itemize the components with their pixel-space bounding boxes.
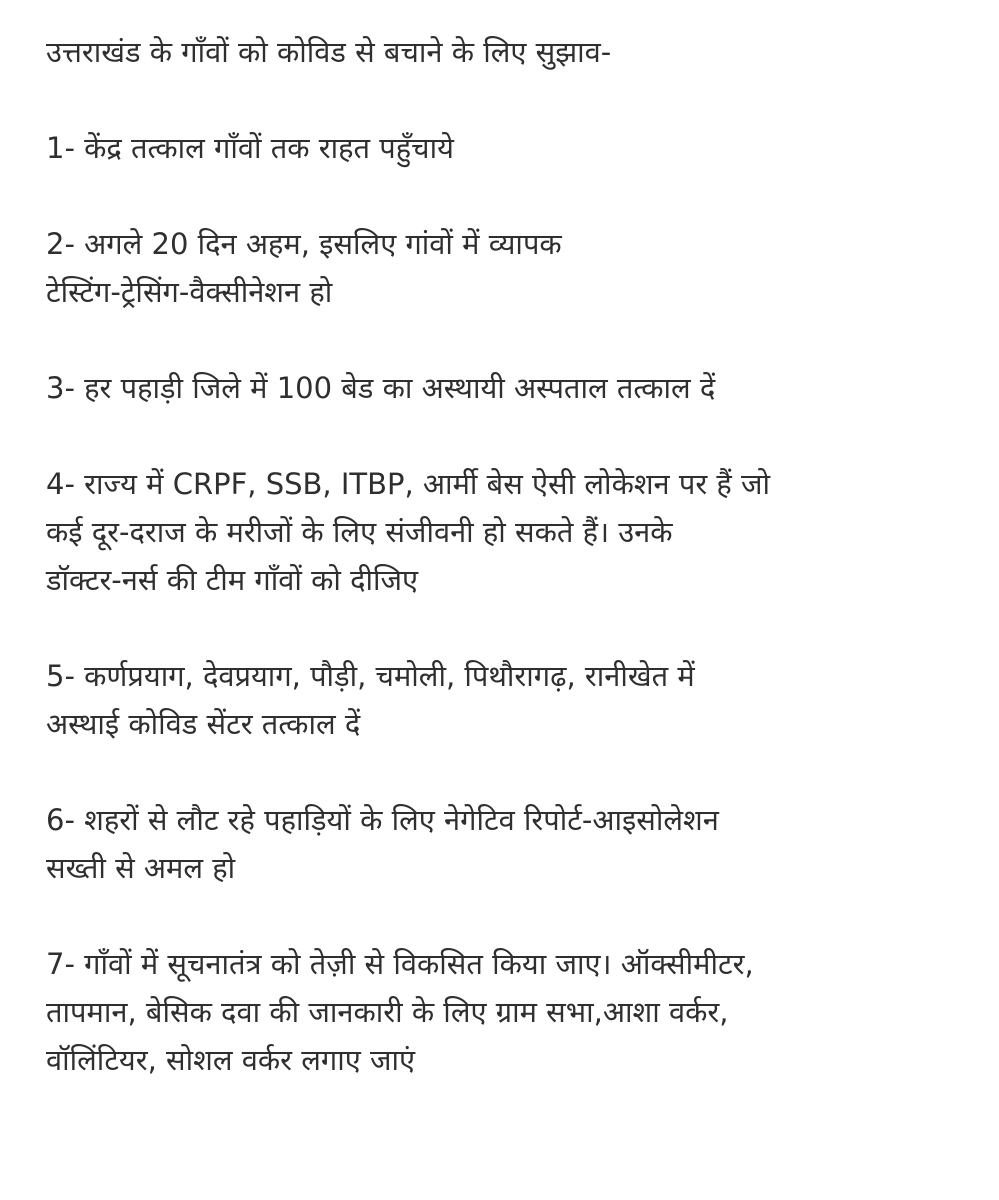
suggestion-7-line-1: 7- गाँवों में सूचनातंत्र को तेज़ी से विकसित किया जाए। ऑक्सीमीटर, — [46, 947, 754, 981]
suggestion-item-7 — [46, 940, 976, 1084]
suggestion-5-line-2: अस्थाई कोविड सेंटर तत्काल दें — [46, 707, 361, 741]
spacer — [46, 892, 976, 940]
spacer — [46, 748, 976, 796]
suggestion-3-line-1: 3- हर पहाड़ी जिले में 100 बेड का अस्थायी अस्पताल तत्काल दें — [46, 371, 716, 405]
spacer — [46, 76, 976, 124]
document-body — [46, 28, 976, 1084]
suggestion-item-3 — [46, 364, 976, 412]
document-title: उत्तराखंड के गाँवों को कोविड से बचाने के लिए सुझाव- — [46, 35, 612, 69]
spacer — [46, 604, 976, 652]
suggestion-6-line-2: सख्ती से अमल हो — [46, 851, 236, 885]
suggestion-4-line-2: कई दूर-दराज के मरीजों के लिए संजीवनी हो सकते हैं। उनके — [46, 515, 673, 549]
suggestion-5-line-1: 5- कर्णप्रयाग, देवप्रयाग, पौड़ी, चमोली, पिथौरागढ़, रानीखेत में — [46, 659, 695, 693]
spacer — [46, 316, 976, 364]
suggestion-item-1 — [46, 124, 976, 172]
suggestion-6-line-1: 6- शहरों से लौट रहे पहाड़ियों के लिए नेगेटिव रिपोर्ट-आइसोलेशन — [46, 803, 719, 837]
suggestion-1-line-1: 1- केंद्र तत्काल गाँवों तक राहत पहुँचाये — [46, 131, 454, 165]
suggestion-item-2 — [46, 220, 976, 316]
spacer — [46, 412, 976, 460]
suggestion-4-line-1: 4- राज्य में CRPF, SSB, ITBP, आर्मी बेस ऐसी लोकेशन पर हैं जो — [46, 467, 771, 501]
suggestion-7-line-2: तापमान, बेसिक दवा की जानकारी के लिए ग्राम सभा,आशा वर्कर, — [46, 995, 729, 1029]
suggestion-item-6 — [46, 796, 976, 892]
suggestion-2-line-2: टेस्टिंग-ट्रेसिंग-वैक्सीनेशन हो — [46, 275, 333, 309]
suggestion-item-5 — [46, 652, 976, 748]
suggestion-4-line-3: डॉक्टर-नर्स की टीम गाँवों को दीजिए — [46, 563, 419, 597]
suggestion-7-line-3: वॉलिंटियर, सोशल वर्कर लगाए जाएं — [46, 1043, 416, 1077]
suggestion-2-line-1: 2- अगले 20 दिन अहम, इसलिए गांवों में व्यापक — [46, 227, 562, 261]
spacer — [46, 172, 976, 220]
suggestion-item-4 — [46, 460, 976, 604]
